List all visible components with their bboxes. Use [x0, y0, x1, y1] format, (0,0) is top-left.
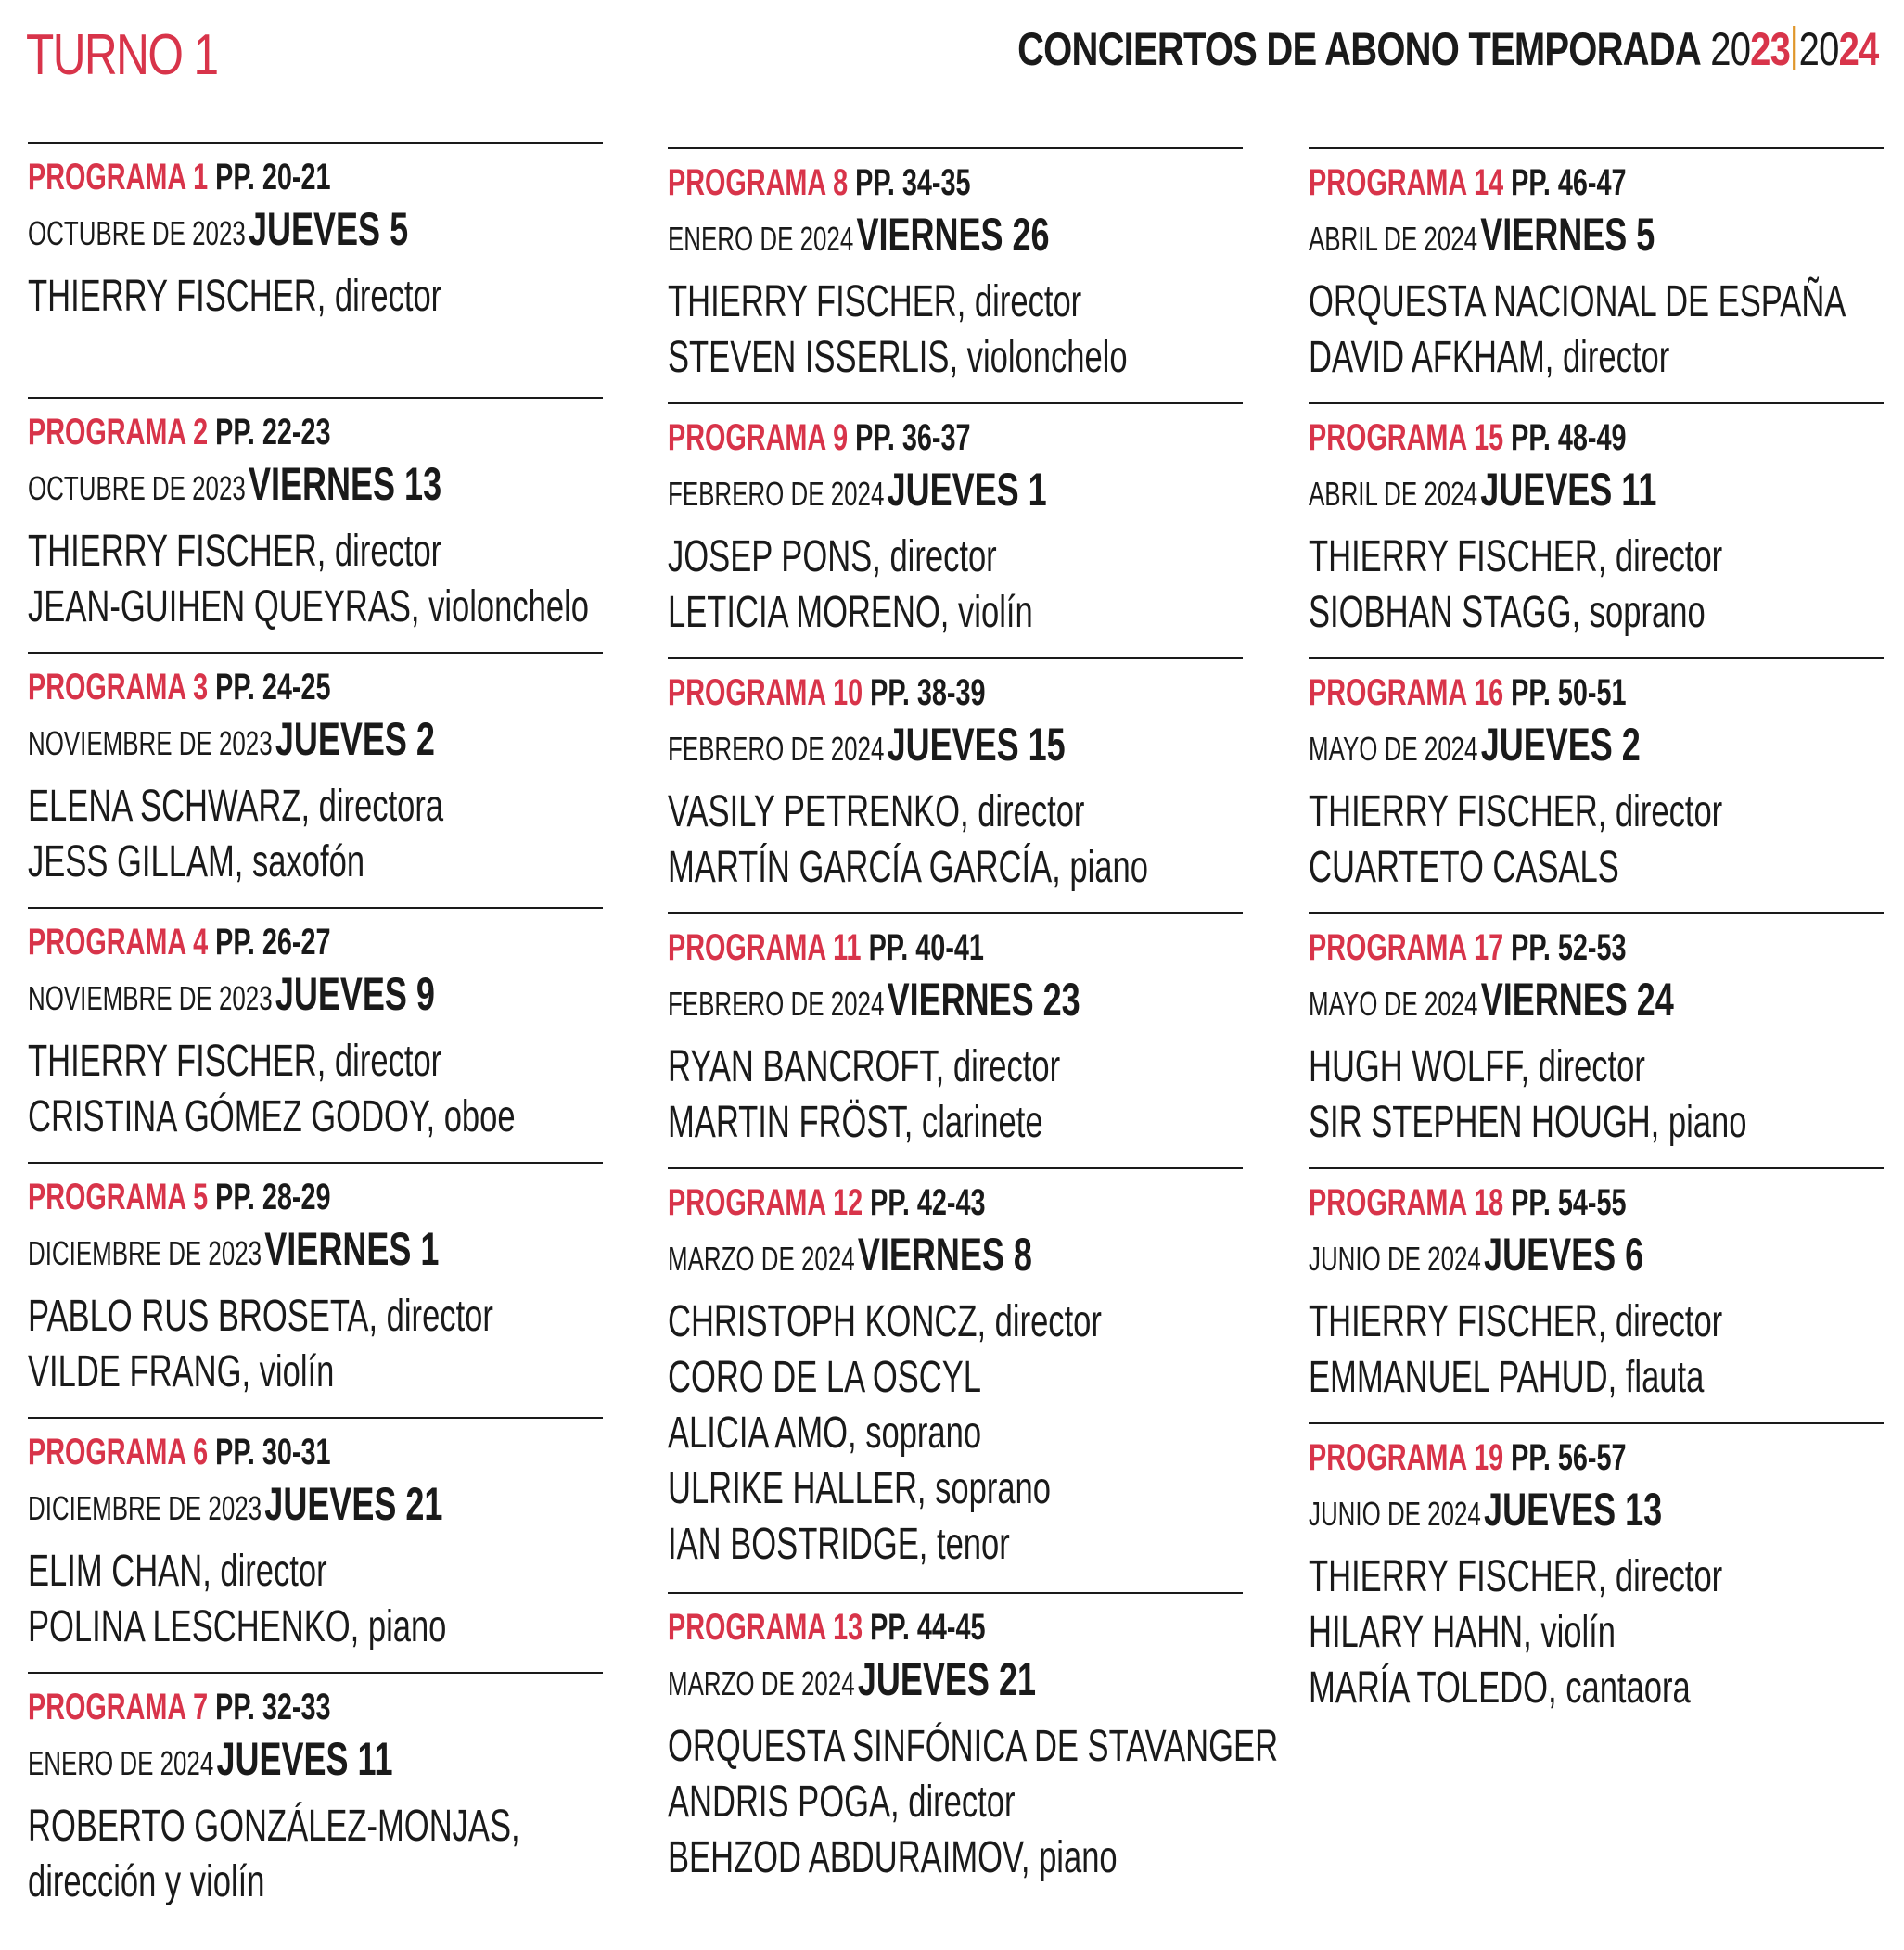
program-pages: PP. 28-29: [215, 1177, 331, 1217]
performer: BEHZOD ABDURAIMOV, piano: [668, 1833, 1118, 1882]
program-number: PROGRAMA 3: [28, 667, 209, 707]
year-divider: [1793, 26, 1795, 70]
program-heading: [668, 1179, 1242, 1227]
program-month: DICIEMBRE DE 2023: [28, 1234, 262, 1272]
program-number: PROGRAMA 18: [1309, 1182, 1504, 1223]
program-pages: PP. 44-45: [870, 1607, 986, 1648]
performer: JEAN-GUIHEN QUEYRAS, violonchelo: [28, 582, 589, 631]
performer: THIERRY FISCHER, director: [28, 1037, 442, 1086]
performer: DAVID AFKHAM, director: [1309, 333, 1670, 382]
program-date: [668, 1227, 1242, 1294]
program-month: OCTUBRE DE 2023: [28, 469, 246, 507]
program-month: JUNIO DE 2024: [1309, 1495, 1481, 1533]
program-month: ENERO DE 2024: [28, 1744, 214, 1782]
program-number: PROGRAMA 12: [668, 1182, 863, 1223]
program-pages: PP. 56-57: [1511, 1437, 1627, 1478]
program-pages: PP. 54-55: [1511, 1182, 1627, 1223]
program-entry: [1309, 402, 1884, 657]
program-pages: PP. 34-35: [855, 162, 971, 203]
program-entry: [28, 652, 603, 907]
program-day: JUEVES 6: [1484, 1229, 1644, 1281]
program-pages: PP. 26-27: [215, 922, 331, 962]
program-date: [668, 207, 1242, 274]
program-number: PROGRAMA 5: [28, 1177, 209, 1217]
performer: THIERRY FISCHER, director: [1309, 787, 1723, 836]
program-heading: [668, 924, 1242, 972]
program-month: ABRIL DE 2024: [1309, 220, 1478, 258]
program-heading: [28, 153, 602, 201]
program-heading: [1309, 159, 1883, 207]
performer: VASILY PETRENKO, director: [668, 787, 1085, 836]
program-day: JUEVES 21: [264, 1478, 443, 1530]
program-date: [1309, 462, 1883, 529]
program-heading: [668, 159, 1242, 207]
program-number: PROGRAMA 1: [28, 157, 209, 198]
program-month: DICIEMBRE DE 2023: [28, 1489, 262, 1527]
program-day: JUEVES 1: [887, 464, 1047, 516]
program-heading: [28, 1683, 602, 1731]
program-day: VIERNES 5: [1480, 209, 1655, 261]
performer: PABLO RUS BROSETA, director: [28, 1292, 493, 1341]
performer: MARTIN FRÖST, clarinete: [668, 1098, 1043, 1147]
performer: ROBERTO GONZÁLEZ-MONJAS,: [28, 1802, 520, 1851]
performer: THIERRY FISCHER, director: [1309, 532, 1723, 581]
performer: ORQUESTA NACIONAL DE ESPAÑA: [1309, 277, 1846, 326]
season-year-end: 2024: [1798, 23, 1878, 75]
program-day: VIERNES 26: [856, 209, 1050, 261]
performer: JESS GILLAM, saxofón: [28, 837, 365, 886]
performer: LETICIA MORENO, violín: [668, 588, 1033, 637]
program-month: MARZO DE 2024: [668, 1240, 855, 1278]
program-pages: PP. 52-53: [1511, 927, 1627, 968]
program-number: PROGRAMA 14: [1309, 162, 1504, 203]
program-month: OCTUBRE DE 2023: [28, 214, 246, 252]
performer: ORQUESTA SINFÓNICA DE STAVANGER: [668, 1722, 1279, 1771]
program-number: PROGRAMA 6: [28, 1432, 209, 1472]
performer: SIOBHAN STAGG, soprano: [1309, 588, 1706, 637]
program-month: MARZO DE 2024: [668, 1664, 855, 1702]
performer: HILARY HAHN, violín: [1309, 1608, 1616, 1657]
program-number: PROGRAMA 8: [668, 162, 849, 203]
program-entry: [1309, 1422, 1884, 1713]
program-day: JUEVES 11: [1480, 464, 1657, 516]
performer: CORO DE LA OSCYL: [668, 1353, 982, 1402]
program-day: JUEVES 5: [249, 203, 409, 255]
program-date: [28, 966, 602, 1034]
program-month: FEBRERO DE 2024: [668, 985, 885, 1023]
program-date: [28, 1731, 602, 1799]
performer: ALICIA AMO, soprano: [668, 1408, 982, 1458]
program-date: [1309, 972, 1883, 1039]
program-pages: PP. 40-41: [868, 927, 984, 968]
performer: SIR STEPHEN HOUGH, piano: [1309, 1098, 1747, 1147]
program-day: JUEVES 2: [275, 713, 435, 765]
program-date: [668, 462, 1242, 529]
program-pages: PP. 46-47: [1511, 162, 1627, 203]
schedule-column-1: [28, 142, 603, 1950]
page-header: [0, 0, 1904, 111]
program-heading: [668, 669, 1242, 717]
program-entry: [668, 147, 1243, 402]
performer: EMMANUEL PAHUD, flauta: [1309, 1353, 1705, 1402]
program-pages: PP. 48-49: [1511, 417, 1627, 458]
program-pages: PP. 42-43: [870, 1182, 986, 1223]
performer: dirección y violín: [28, 1857, 265, 1906]
program-number: PROGRAMA 10: [668, 672, 863, 713]
program-date: [668, 972, 1242, 1039]
performer: RYAN BANCROFT, director: [668, 1042, 1061, 1091]
performer: ELIM CHAN, director: [28, 1547, 327, 1596]
performer: ANDRIS POGA, director: [668, 1778, 1016, 1827]
program-entry: [28, 907, 603, 1162]
program-entry: [1309, 912, 1884, 1167]
season-year-start: 2023: [1709, 23, 1790, 75]
program-number: PROGRAMA 15: [1309, 417, 1504, 458]
program-entry: [28, 397, 603, 652]
performer: THIERRY FISCHER, director: [28, 527, 442, 576]
program-entry: [668, 402, 1243, 657]
program-heading: [668, 1603, 1242, 1651]
performer: IAN BOSTRIDGE, tenor: [668, 1520, 1010, 1569]
performer: POLINA LESCHENKO, piano: [28, 1602, 447, 1651]
program-month: MAYO DE 2024: [1309, 730, 1478, 768]
program-number: PROGRAMA 4: [28, 922, 209, 962]
program-month: FEBRERO DE 2024: [668, 475, 885, 513]
performer: HUGH WOLFF, director: [1309, 1042, 1645, 1091]
schedule-column-2: [668, 147, 1279, 1882]
program-date: [28, 201, 602, 269]
program-date: [28, 1476, 602, 1544]
performer: CUARTETO CASALS: [1309, 843, 1619, 892]
performer: STEVEN ISSERLIS, violonchelo: [668, 333, 1128, 382]
program-date: [28, 711, 602, 779]
program-entry: [1309, 657, 1884, 912]
program-number: PROGRAMA 17: [1309, 927, 1504, 968]
program-date: [1309, 207, 1883, 274]
program-entry: [28, 1417, 603, 1672]
program-month: NOVIEMBRE DE 2023: [28, 979, 273, 1017]
schedule-column-3: [1309, 147, 1884, 1713]
program-month: NOVIEMBRE DE 2023: [28, 724, 273, 762]
program-heading: [1309, 669, 1883, 717]
performer: ELENA SCHWARZ, directora: [28, 782, 444, 831]
program-entry: [1309, 147, 1884, 402]
program-date: [1309, 717, 1883, 784]
program-date: [28, 456, 602, 524]
program-heading: [668, 414, 1242, 462]
program-entry: [668, 1592, 1279, 1882]
program-day: VIERNES 24: [1480, 974, 1674, 1026]
program-day: JUEVES 9: [275, 968, 435, 1020]
program-heading: [28, 918, 602, 966]
program-entry: [28, 1672, 603, 1950]
program-date: [668, 1651, 1242, 1719]
program-date: [1309, 1482, 1883, 1549]
program-heading: [28, 408, 602, 456]
performer: MARTÍN GARCÍA GARCÍA, piano: [668, 843, 1148, 892]
performer: MARÍA TOLEDO, cantaora: [1309, 1663, 1691, 1713]
program-day: JUEVES 11: [216, 1733, 393, 1785]
program-entry: [28, 1162, 603, 1417]
program-day: JUEVES 13: [1484, 1484, 1663, 1536]
program-number: PROGRAMA 13: [668, 1607, 863, 1648]
program-number: PROGRAMA 16: [1309, 672, 1504, 713]
program-number: PROGRAMA 2: [28, 412, 209, 452]
performer: ULRIKE HALLER, soprano: [668, 1464, 1051, 1513]
program-month: ENERO DE 2024: [668, 220, 854, 258]
program-pages: PP. 22-23: [215, 412, 331, 452]
program-day: JUEVES 2: [1480, 719, 1641, 771]
program-number: PROGRAMA 7: [28, 1687, 209, 1727]
program-pages: PP. 38-39: [870, 672, 986, 713]
program-day: JUEVES 15: [887, 719, 1066, 771]
program-entry: [668, 657, 1243, 912]
program-entry: [1309, 1167, 1884, 1422]
program-pages: PP. 50-51: [1511, 672, 1627, 713]
program-month: MAYO DE 2024: [1309, 985, 1478, 1023]
program-day: JUEVES 21: [857, 1653, 1036, 1705]
program-pages: PP. 20-21: [215, 157, 331, 198]
turno-title: TURNO 1: [26, 23, 218, 87]
program-heading: [28, 1428, 602, 1476]
program-number: PROGRAMA 11: [668, 927, 862, 968]
performer: CRISTINA GÓMEZ GODOY, oboe: [28, 1092, 516, 1141]
program-date: [668, 717, 1242, 784]
program-heading: [1309, 924, 1883, 972]
program-number: PROGRAMA 9: [668, 417, 849, 458]
program-heading: [28, 1173, 602, 1221]
program-heading: [1309, 1179, 1883, 1227]
season-label: CONCIERTOS DE ABONO TEMPORADA: [1016, 23, 1701, 75]
program-month: ABRIL DE 2024: [1309, 475, 1478, 513]
program-heading: [28, 663, 602, 711]
program-entry: [28, 142, 603, 397]
program-month: JUNIO DE 2024: [1309, 1240, 1481, 1278]
program-month: FEBRERO DE 2024: [668, 730, 885, 768]
performer: JOSEP PONS, director: [668, 532, 997, 581]
program-day: VIERNES 1: [264, 1223, 440, 1275]
program-heading: [1309, 1434, 1883, 1482]
program-date: [28, 1221, 602, 1289]
program-day: VIERNES 8: [857, 1229, 1032, 1281]
program-pages: PP. 36-37: [855, 417, 971, 458]
performer: CHRISTOPH KONCZ, director: [668, 1297, 1102, 1346]
season-title: [1017, 22, 1878, 76]
program-number: PROGRAMA 19: [1309, 1437, 1504, 1478]
program-date: [1309, 1227, 1883, 1294]
program-pages: PP. 32-33: [215, 1687, 331, 1727]
performer: THIERRY FISCHER, director: [28, 272, 442, 321]
performer: THIERRY FISCHER, director: [668, 277, 1082, 326]
performer: VILDE FRANG, violín: [28, 1347, 335, 1396]
program-day: VIERNES 13: [249, 458, 442, 510]
performer: THIERRY FISCHER, director: [1309, 1297, 1723, 1346]
program-day: VIERNES 23: [887, 974, 1080, 1026]
performer: THIERRY FISCHER, director: [1309, 1552, 1723, 1601]
program-pages: PP. 24-25: [215, 667, 331, 707]
program-pages: PP. 30-31: [215, 1432, 331, 1472]
program-heading: [1309, 414, 1883, 462]
program-entry: [668, 912, 1243, 1167]
program-entry: [668, 1167, 1243, 1592]
